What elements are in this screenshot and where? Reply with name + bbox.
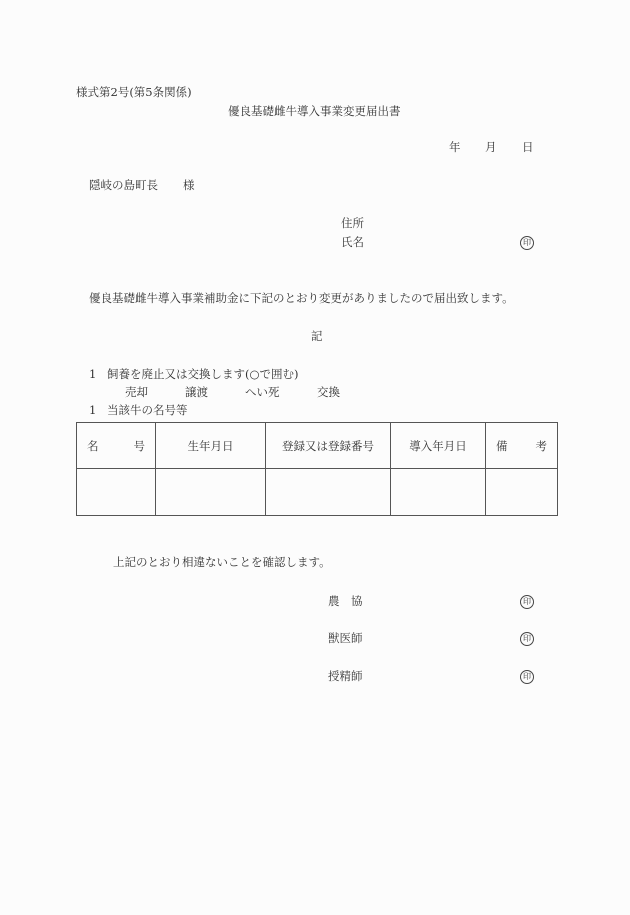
body-text: 優良基礎雌牛導入事業補助金に下記のとおり変更がありましたので届出致します。 bbox=[89, 291, 514, 305]
cell-name[interactable] bbox=[77, 469, 156, 516]
header-name-part2: 号 bbox=[133, 438, 145, 453]
option-transfer: 譲渡 bbox=[185, 385, 208, 399]
ki-heading: 記 bbox=[311, 329, 323, 343]
applicant-name-label: 氏名 bbox=[341, 235, 364, 249]
header-remarks-part1: 備 bbox=[496, 438, 508, 453]
option-death: へい死 bbox=[245, 385, 280, 399]
header-name bbox=[77, 423, 156, 469]
option-exchange: 交換 bbox=[317, 385, 340, 399]
header-remarks bbox=[486, 423, 558, 469]
item2-text: 当該牛の名号等 bbox=[107, 403, 188, 417]
item1-text: 飼養を廃止又は交換します(○で囲む) bbox=[107, 367, 299, 381]
date-year-label: 年 bbox=[449, 140, 461, 154]
cell-introduction-date[interactable] bbox=[391, 469, 486, 516]
cell-birthdate[interactable] bbox=[156, 469, 266, 516]
applicant-address-label: 住所 bbox=[341, 216, 364, 230]
cattle-table bbox=[76, 422, 558, 516]
addressee-name: 隠岐の島町長 bbox=[89, 178, 158, 192]
table-row bbox=[77, 469, 558, 516]
seal-icon-veterinarian: 印 bbox=[520, 632, 534, 646]
form-title: 優良基礎雌牛導入事業変更届出書 bbox=[228, 104, 401, 118]
header-birthdate bbox=[156, 423, 266, 469]
header-registration bbox=[266, 423, 391, 469]
addressee-honorific: 様 bbox=[183, 178, 195, 192]
cell-remarks[interactable] bbox=[486, 469, 558, 516]
item2-number: 1 bbox=[89, 403, 97, 417]
header-name-part1: 名 bbox=[87, 438, 99, 453]
option-sale: 売却 bbox=[125, 385, 148, 399]
date-month-label: 月 bbox=[485, 140, 497, 154]
header-birthdate-label: 生年月日 bbox=[187, 438, 234, 453]
seal-icon-nokyo: 印 bbox=[520, 595, 534, 609]
header-introduction-date-label: 導入年月日 bbox=[409, 438, 467, 453]
header-introduction-date bbox=[391, 423, 486, 469]
header-registration-label: 登録又は登録番号 bbox=[282, 438, 374, 453]
signatory-label-nokyo: 農 協 bbox=[328, 594, 363, 608]
table-header-row bbox=[77, 423, 558, 469]
cell-registration[interactable] bbox=[266, 469, 391, 516]
item1-number: 1 bbox=[89, 367, 97, 381]
header-remarks-part2: 考 bbox=[535, 438, 547, 453]
form-number: 様式第2号(第5条関係) bbox=[76, 85, 192, 99]
signatory-label-inseminator: 授精師 bbox=[328, 669, 363, 683]
date-day-label: 日 bbox=[522, 140, 534, 154]
confirmation-text: 上記のとおり相違ないことを確認します。 bbox=[113, 555, 331, 569]
signatory-label-veterinarian: 獣医師 bbox=[328, 631, 363, 645]
applicant-seal-icon: 印 bbox=[520, 236, 534, 250]
seal-icon-inseminator: 印 bbox=[520, 670, 534, 684]
